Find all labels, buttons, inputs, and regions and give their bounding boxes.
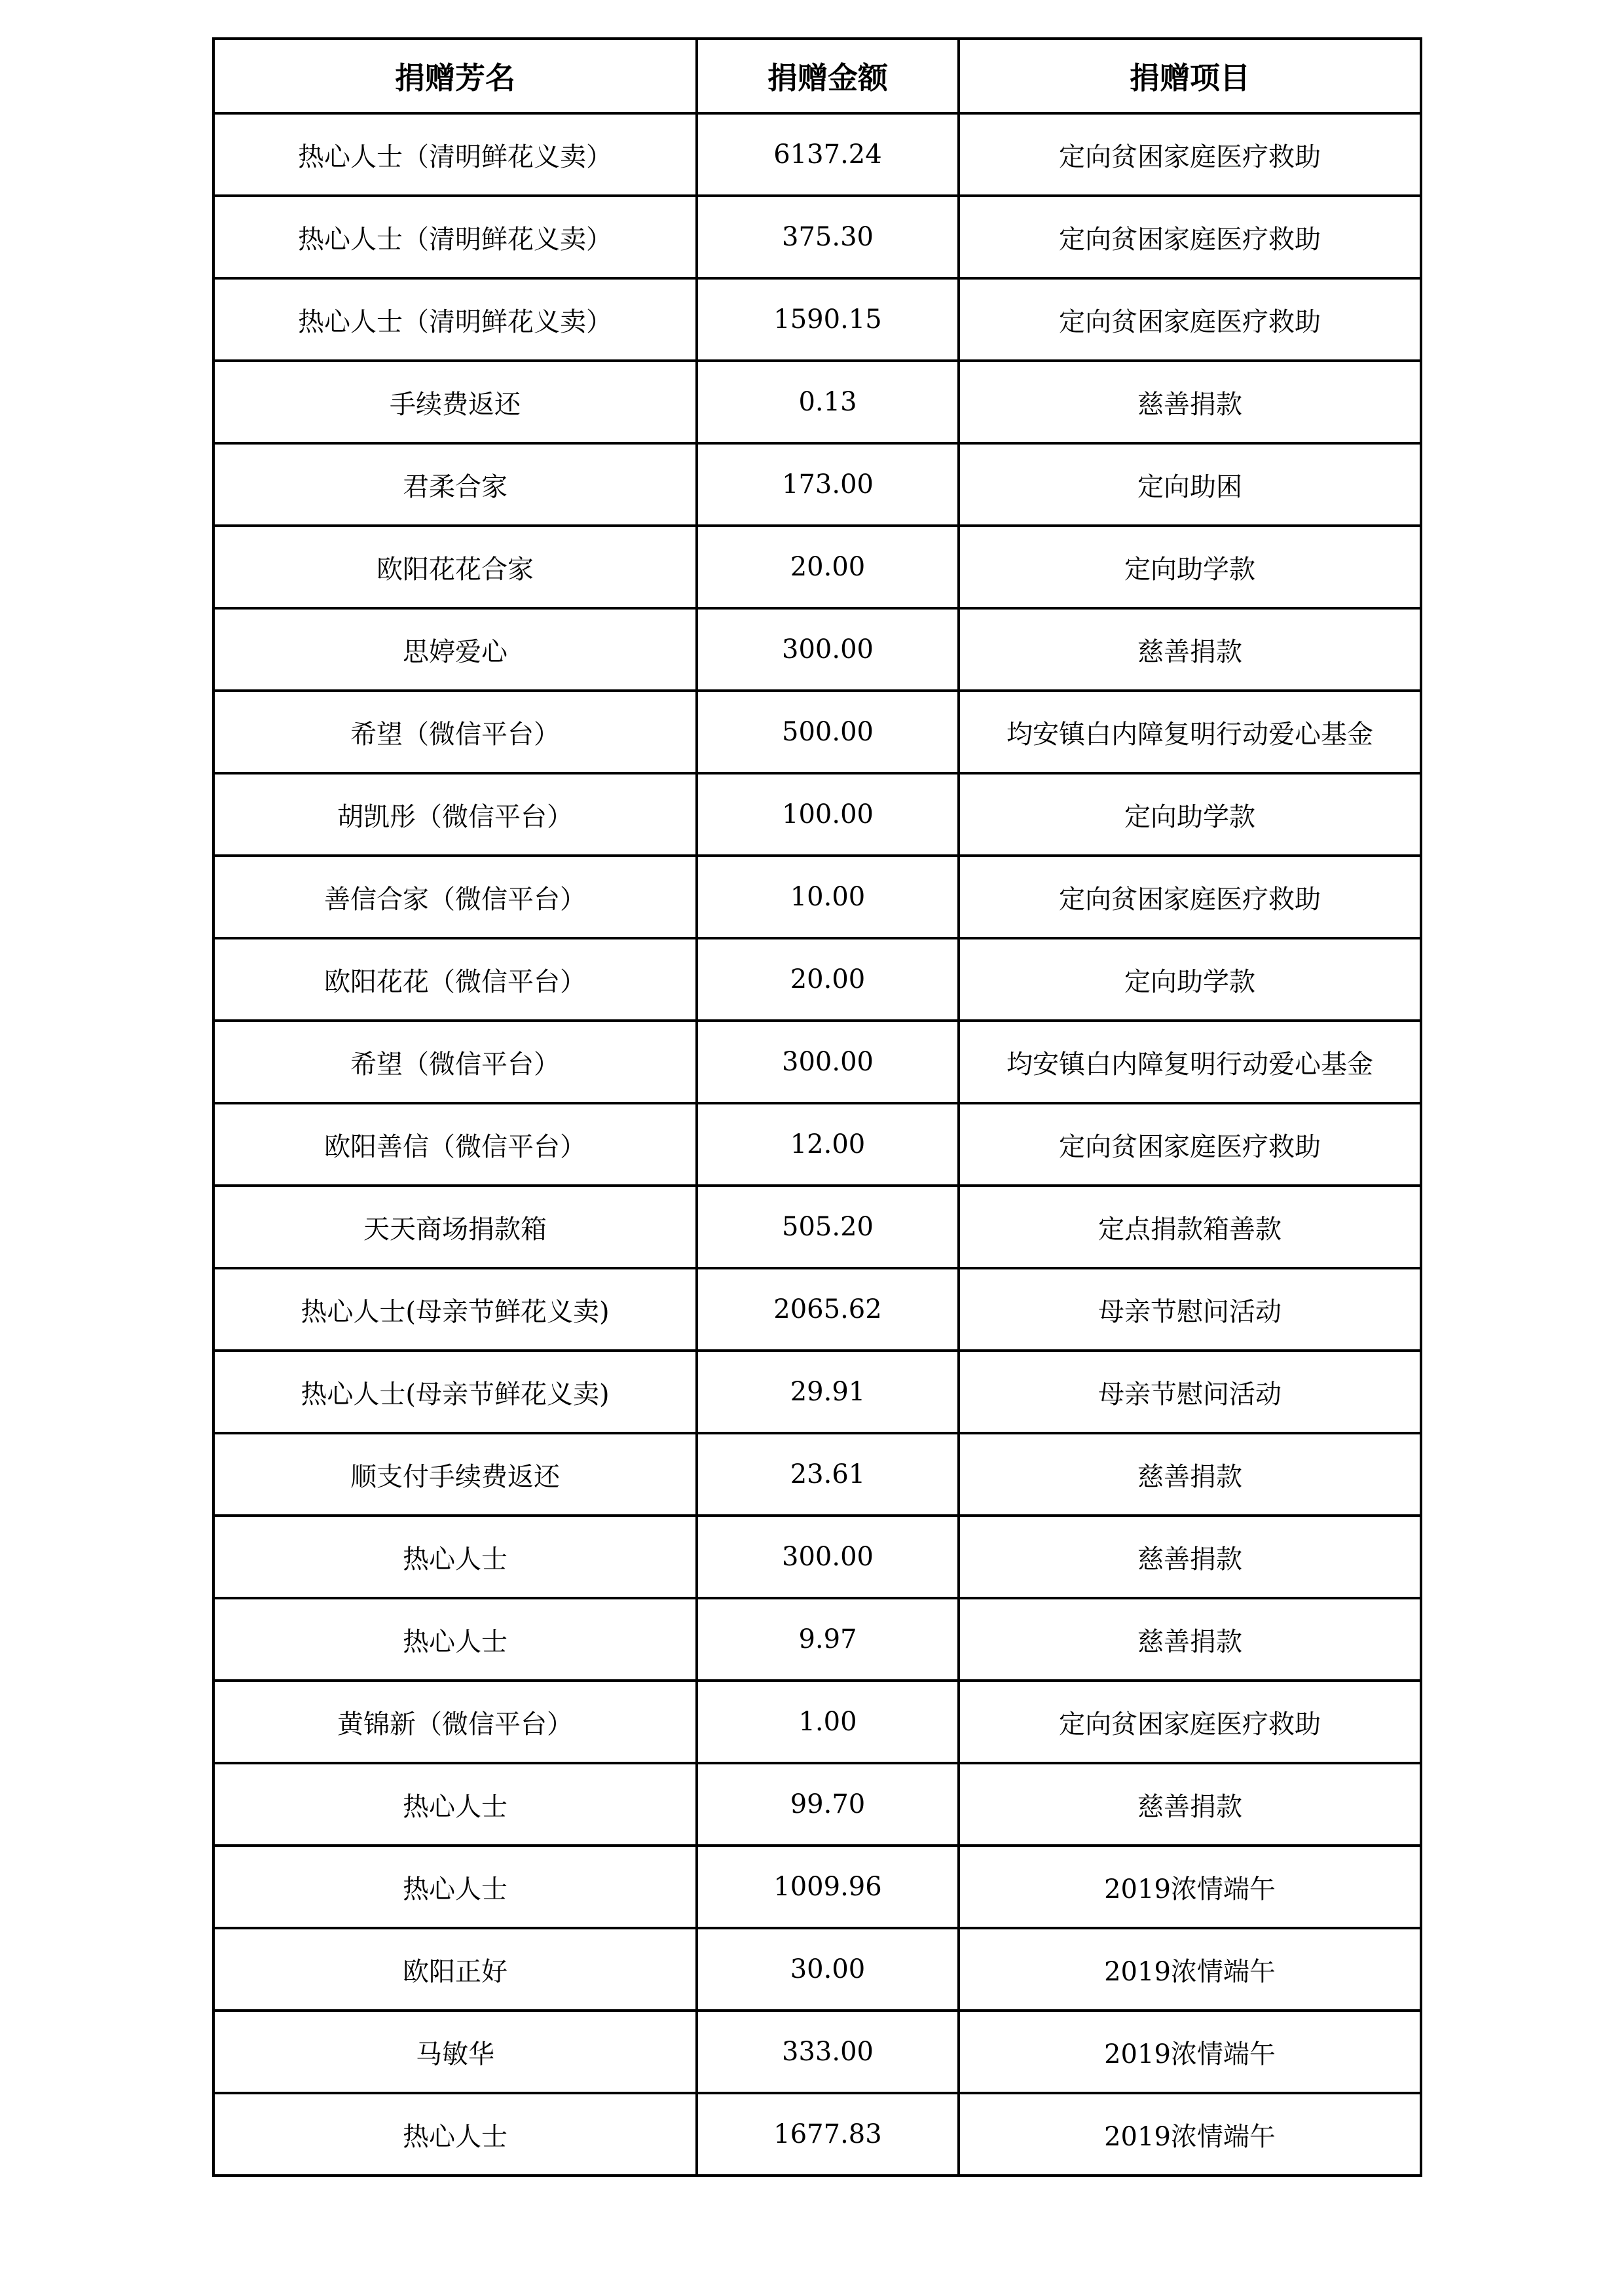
table-row (213, 856, 1421, 938)
table-row (213, 1433, 1421, 1516)
donor-name-cell: 热心人士（清明鲜花义卖） (213, 113, 697, 196)
donor-name-cell: 善信合家（微信平台） (213, 856, 697, 938)
table-row (213, 196, 1421, 278)
table-row (213, 113, 1421, 196)
donor-name-cell: 热心人士 (213, 2093, 697, 2176)
amount-cell: 23.61 (697, 1433, 959, 1516)
table-row (213, 1186, 1421, 1268)
table-row (213, 1268, 1421, 1351)
amount-cell: 300.00 (697, 1516, 959, 1598)
table-row (213, 1846, 1421, 1928)
amount-cell: 12.00 (697, 1103, 959, 1186)
header-donation-project: 捐赠项目 (959, 39, 1421, 113)
table-header-row (213, 39, 1421, 113)
table-row (213, 608, 1421, 691)
donor-name-cell: 希望（微信平台） (213, 1021, 697, 1103)
table-row (213, 1681, 1421, 1763)
donor-name-cell: 热心人士 (213, 1516, 697, 1598)
donor-name-cell: 热心人士 (213, 1763, 697, 1846)
table-row (213, 2011, 1421, 2093)
project-cell: 2019浓情端午 (959, 1846, 1421, 1928)
amount-cell: 6137.24 (697, 113, 959, 196)
donor-name-cell: 黄锦新（微信平台） (213, 1681, 697, 1763)
project-cell: 均安镇白内障复明行动爱心基金 (959, 691, 1421, 773)
donor-name-cell: 欧阳正好 (213, 1928, 697, 2011)
project-cell: 定向贫困家庭医疗救助 (959, 278, 1421, 361)
amount-cell: 20.00 (697, 526, 959, 608)
table-row (213, 773, 1421, 856)
table-row (213, 691, 1421, 773)
project-cell: 定向助学款 (959, 526, 1421, 608)
table-row (213, 526, 1421, 608)
amount-cell: 1590.15 (697, 278, 959, 361)
amount-cell: 0.13 (697, 361, 959, 443)
donor-name-cell: 天天商场捐款箱 (213, 1186, 697, 1268)
project-cell: 慈善捐款 (959, 1433, 1421, 1516)
amount-cell: 500.00 (697, 691, 959, 773)
amount-cell: 505.20 (697, 1186, 959, 1268)
donor-name-cell: 热心人士（清明鲜花义卖） (213, 196, 697, 278)
amount-cell: 30.00 (697, 1928, 959, 2011)
table-row (213, 1598, 1421, 1681)
donor-name-cell: 君柔合家 (213, 443, 697, 526)
table-row (213, 1516, 1421, 1598)
table-row (213, 938, 1421, 1021)
project-cell: 定向贫困家庭医疗救助 (959, 856, 1421, 938)
amount-cell: 1677.83 (697, 2093, 959, 2176)
amount-cell: 300.00 (697, 1021, 959, 1103)
project-cell: 慈善捐款 (959, 1516, 1421, 1598)
amount-cell: 10.00 (697, 856, 959, 938)
amount-cell: 99.70 (697, 1763, 959, 1846)
amount-cell: 333.00 (697, 2011, 959, 2093)
donor-name-cell: 欧阳善信（微信平台） (213, 1103, 697, 1186)
project-cell: 均安镇白内障复明行动爱心基金 (959, 1021, 1421, 1103)
header-donation-amount: 捐赠金额 (697, 39, 959, 113)
donor-name-cell: 热心人士（清明鲜花义卖） (213, 278, 697, 361)
table-row (213, 1103, 1421, 1186)
amount-cell: 20.00 (697, 938, 959, 1021)
table-row (213, 2093, 1421, 2176)
donor-name-cell: 热心人士(母亲节鲜花义卖) (213, 1351, 697, 1433)
amount-cell: 300.00 (697, 608, 959, 691)
donor-name-cell: 热心人士 (213, 1846, 697, 1928)
project-cell: 慈善捐款 (959, 1598, 1421, 1681)
amount-cell: 173.00 (697, 443, 959, 526)
table-row (213, 1021, 1421, 1103)
project-cell: 定向贫困家庭医疗救助 (959, 196, 1421, 278)
table-row (213, 1928, 1421, 2011)
project-cell: 定向贫困家庭医疗救助 (959, 1681, 1421, 1763)
project-cell: 定向贫困家庭医疗救助 (959, 1103, 1421, 1186)
donor-name-cell: 马敏华 (213, 2011, 697, 2093)
amount-cell: 9.97 (697, 1598, 959, 1681)
donor-name-cell: 手续费返还 (213, 361, 697, 443)
donor-name-cell: 热心人士(母亲节鲜花义卖) (213, 1268, 697, 1351)
amount-cell: 1.00 (697, 1681, 959, 1763)
amount-cell: 2065.62 (697, 1268, 959, 1351)
donor-name-cell: 欧阳花花（微信平台） (213, 938, 697, 1021)
amount-cell: 1009.96 (697, 1846, 959, 1928)
table-row (213, 1351, 1421, 1433)
donor-name-cell: 胡凯彤（微信平台） (213, 773, 697, 856)
project-cell: 定向助困 (959, 443, 1421, 526)
project-cell: 母亲节慰问活动 (959, 1268, 1421, 1351)
table-row (213, 443, 1421, 526)
amount-cell: 100.00 (697, 773, 959, 856)
donor-name-cell: 希望（微信平台） (213, 691, 697, 773)
donor-name-cell: 顺支付手续费返还 (213, 1433, 697, 1516)
amount-cell: 375.30 (697, 196, 959, 278)
header-donor-name: 捐赠芳名 (213, 39, 697, 113)
project-cell: 2019浓情端午 (959, 2093, 1421, 2176)
project-cell: 2019浓情端午 (959, 1928, 1421, 2011)
project-cell: 定向助学款 (959, 773, 1421, 856)
project-cell: 慈善捐款 (959, 1763, 1421, 1846)
table-row (213, 361, 1421, 443)
project-cell: 定点捐款箱善款 (959, 1186, 1421, 1268)
project-cell: 慈善捐款 (959, 608, 1421, 691)
project-cell: 母亲节慰问活动 (959, 1351, 1421, 1433)
project-cell: 定向助学款 (959, 938, 1421, 1021)
donor-name-cell: 热心人士 (213, 1598, 697, 1681)
donor-name-cell: 思婷爱心 (213, 608, 697, 691)
donation-table (212, 37, 1422, 2177)
table-row (213, 278, 1421, 361)
project-cell: 慈善捐款 (959, 361, 1421, 443)
amount-cell: 29.91 (697, 1351, 959, 1433)
donor-name-cell: 欧阳花花合家 (213, 526, 697, 608)
project-cell: 2019浓情端午 (959, 2011, 1421, 2093)
project-cell: 定向贫困家庭医疗救助 (959, 113, 1421, 196)
table-row (213, 1763, 1421, 1846)
